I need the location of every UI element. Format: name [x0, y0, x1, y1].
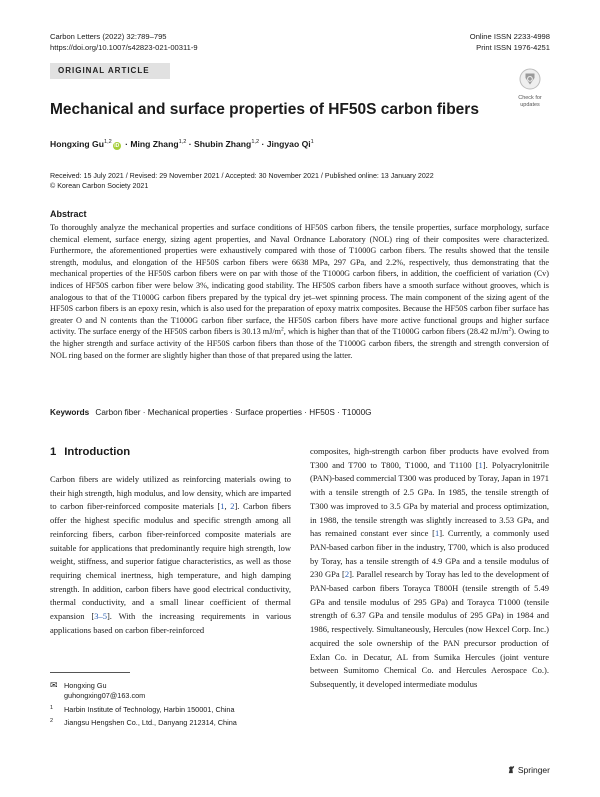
author-affiliation: 1,2 — [251, 139, 260, 146]
author-name[interactable]: Shubin Zhang — [194, 139, 252, 149]
body-text: , — [224, 501, 231, 512]
citation-link[interactable]: 2 — [230, 501, 235, 512]
corresponding-name: Hongxing Gu — [64, 681, 107, 690]
article-type-tag: ORIGINAL ARTICLE — [50, 63, 170, 79]
affiliation-text: Jiangsu Hengshen Co., Ltd., Danyang 212314, China — [64, 718, 237, 727]
abstract-part-2: , which is higher than that of the T1000G carbon fibers (28.42 mJ/m — [283, 327, 509, 337]
abstract-part-3: ). Owing to the higher strength and surface activity of the HF50S carbon fibers than those of the T1000G carbon fibers, the strength and strength conversion of NOL ring based on the former are slightly higher than those of that prepared using the latter. — [50, 327, 549, 360]
check-for-updates-icon — [519, 68, 541, 90]
author-separator: · — [186, 139, 195, 149]
footnote-divider — [50, 672, 130, 673]
issn-header — [470, 31, 550, 53]
keywords-label: Keywords — [50, 408, 90, 417]
copyright-line: © Korean Carbon Society 2021 — [50, 182, 149, 190]
badge-label-line2: updates — [520, 101, 540, 108]
body-text: ]. Currently, a commonly used PAN-based carbon fiber in the industry, T700, which is also produced by Toray, has a tensile strength of 4.9 GPa and a tensile modulus of 230 GPa [ — [310, 528, 549, 580]
superscript: 2 — [508, 326, 512, 333]
publication-dates — [50, 171, 434, 191]
online-issn: Online ISSN 2233-4998 — [469, 32, 550, 41]
check-for-updates-badge[interactable] — [512, 68, 548, 108]
author-name[interactable]: Jingyao Qi — [266, 139, 311, 149]
author-affiliation: 1,2 — [103, 139, 112, 146]
publisher-name: Springer — [517, 765, 550, 775]
citation-link[interactable]: 1 — [434, 528, 440, 539]
body-text: Carbon fibers are widely utilized as reinforcing materials owing to their high strength, high modulus, and low density, which are imparted to carbon fiber-reinforced composite materials [ — [50, 474, 291, 512]
section-title: Introduction — [64, 446, 131, 458]
section-heading-introduction — [50, 446, 130, 458]
section-number: 1 — [50, 446, 57, 458]
affiliation-text: Harbin Institute of Technology, Harbin 150001, China — [64, 705, 235, 714]
doi-link[interactable]: https://doi.org/10.1007/s42823-021-00311-9 — [50, 43, 198, 52]
envelope-icon: ✉ — [50, 680, 58, 690]
citation-link[interactable]: 1 — [478, 459, 483, 470]
affiliation-mark: 2 — [50, 718, 54, 724]
print-issn: Print ISSN 1976-4251 — [476, 43, 550, 52]
body-text: ]. Polyacrylonitrile (PAN)-based commercial T300 was produced by Toray, Japan in 1971 with a tensile strength of 2.5 GPa. In 1985, the tensile strength of T300 was improved to 3.5 GPa by material and process optimization, in 1988, the tensile strength was slightly increased to 3.53 GPa, and has remained constant ever since [ — [310, 459, 549, 539]
affiliation-mark: 1 — [50, 705, 54, 711]
article-title: Mechanical and surface properties of HF50S carbon fibers — [50, 101, 479, 118]
body-text: composites, high-strength carbon fiber products have evolved from T300 and T700 to T800, T1000, and T1100 [ — [310, 446, 549, 470]
body-column-left — [50, 473, 291, 637]
abstract-heading: Abstract — [50, 209, 87, 219]
author-affiliation: 1 — [310, 139, 314, 146]
author-list — [50, 139, 314, 150]
author-affiliation: 1,2 — [178, 139, 187, 146]
superscript: 2 — [281, 326, 284, 333]
publisher-logo — [507, 765, 550, 775]
badge-label-line1: Check for — [518, 95, 542, 101]
body-text: ]. With the increasing requirements in various applications based on carbon fiber-reinforced — [50, 611, 292, 635]
affiliation-2 — [50, 716, 237, 728]
body-column-right — [310, 445, 549, 692]
author-separator: · — [122, 139, 131, 149]
dates-line: Received: 15 July 2021 / Revised: 29 November 2021 / Accepted: 30 November 2021 / Published online: 13 January 2022 — [50, 172, 434, 180]
keywords-list: Carbon fiber · Mechanical properties · Surface properties · HF50S · T1000G — [95, 408, 372, 417]
body-text: ]. Parallel research by Toray has led to the development of PAN-based carbon fibers Torayca T800H (tensile strength of 5.49 GPa and tensile modulus of 295 GPa) and Torayca T1000 (tensile strength of 6.37 GPa and tensile modulus of 295 GPa) in 1984 and 1986, respectively. Simultaneously, Hercules (now Hexcel Corp. Inc.) acquired the sole ownership of the PAN precursor production of Exlan Co. in Decatur, AL from Sumika Hercules (joint venture between Sumitomo Chemical Co. and Hercules Aerospace Co.). Subsequently, it developed intermediate modulus — [310, 569, 549, 689]
corresponding-email-link[interactable]: guhongxing07@163.com — [64, 691, 146, 700]
springer-horse-icon — [507, 765, 516, 774]
citation-link[interactable]: 2 — [344, 569, 350, 580]
journal-citation: Carbon Letters (2022) 32:789–795 — [50, 32, 167, 41]
citation-link[interactable]: 1 — [220, 501, 225, 512]
author-name[interactable]: Ming Zhang — [130, 139, 179, 149]
abstract-part-1: To thoroughly analyze the mechanical properties and surface conditions of HF50S carbon fibers, the tensile properties, surface morphology, surface chemical element, surface energy, sizing agent properties, and Naval Ordnance Laboratory (NOL) ring of their composites were characterized. Furthermore, the aforementioned properties were exhaustively compared with those of T1000G carbon fibers. The results showed that the tensile strength, modulus, and elongation of the HF50S carbon fibers were 6638 MPa, 297 GPa, and 2.2%, respectively, thus demonstrating that the mechanical properties of the HF50S carbon fibers were on par with those of the T1000G carbon fibers, in addition, the coefficient of variation (Cv) indices of HF50S carbon fiber were below 3%, indicating good stability. The HF50S carbon fibers have a smooth surface without grooves, which is analogous to that of the T1000G carbon fibers prepared by the typical dry jet–wet spinning process. The main component of the sizing agent of the HF50S carbon fibers is an epoxy resin, which is also used for the preparation of epoxy matrix composites. Because the HF50S carbon fiber surface has greater O and N contents than the T1000G carbon fiber surface, the HF50S carbon fibers have more active functional groups and higher surface activity. The surface energy of the HF50S carbon fibers is 30.13 mJ/m — [50, 223, 549, 337]
citation-link[interactable]: 3–5 — [94, 611, 107, 622]
author-name[interactable]: Hongxing Gu — [50, 139, 104, 149]
keywords — [50, 408, 372, 417]
orcid-icon[interactable]: iD — [114, 143, 120, 149]
author-separator: · — [259, 139, 267, 149]
body-text: ]. Carbon fibers offer the highest specific modulus and specific strength among all reinforcing fibers, carbon fiber-reinforced composite materials are suitable for applications that predominantly require high strength, low weight, stiffness, and superior fatigue characteristics, as well as those requiring chemical inertness, high temperature, and high damping strength. In addition, carbon fibers have good electrical conductivity, thermal conductivity, and a small linear coefficient of thermal expansion [ — [50, 501, 291, 622]
journal-header — [50, 31, 198, 53]
corresponding-author — [50, 680, 145, 701]
abstract-text — [50, 222, 549, 361]
affiliation-1 — [50, 703, 235, 715]
